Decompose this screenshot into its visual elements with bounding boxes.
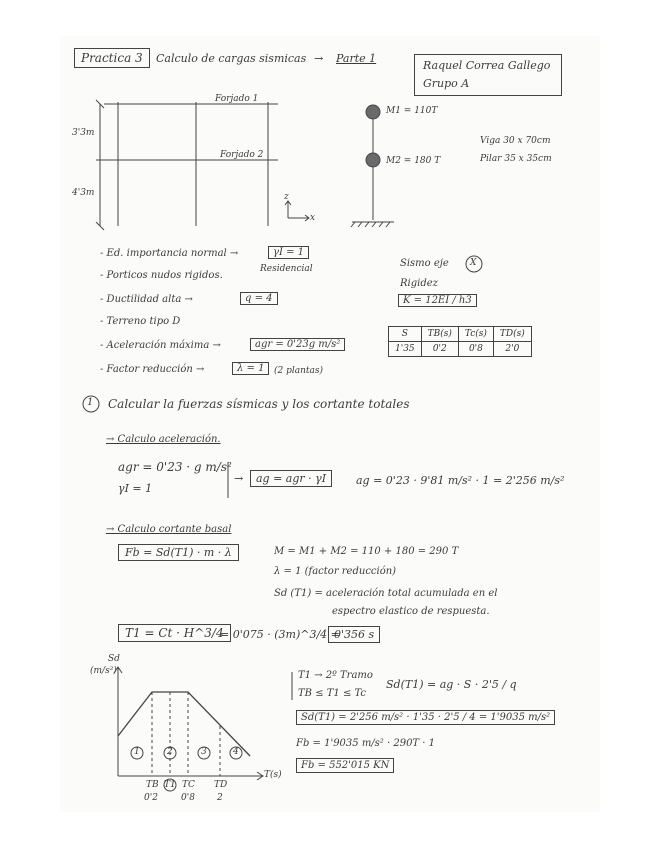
condition-porticos: - Porticos nudos rigidos. xyxy=(100,270,223,281)
fb-formula: Fb = Sd(T1) · m · λ xyxy=(118,544,239,561)
condition-ductility: - Ductilidad alta → xyxy=(100,294,193,305)
accel-heading: → Calculo aceleración. xyxy=(106,434,221,445)
spectrum-yunit: (m/s²) xyxy=(90,666,117,676)
mass-m2-label: M2 = 180 T xyxy=(386,156,441,166)
practice-title: Practica 3 xyxy=(74,48,150,68)
spectrum-table-header xyxy=(389,327,532,342)
condition-terrain: - Terreno tipo D xyxy=(100,316,181,327)
height-top: 3'3m xyxy=(72,128,95,138)
frame-diagram xyxy=(96,100,309,230)
tick-t1: T1 xyxy=(164,780,176,790)
question-title: Calcular la fuerzas sísmicas y los cortante totales xyxy=(108,397,410,411)
table-cell: 1'35 xyxy=(389,342,422,357)
forjado2-label: Forjado 2 xyxy=(220,150,264,160)
table-cell: TD(s) xyxy=(493,327,531,342)
zone-2: 2 xyxy=(167,747,173,757)
accel-formula: ag = agr · γI xyxy=(250,470,332,487)
mass-model xyxy=(351,105,394,227)
table-cell: 2'0 xyxy=(493,342,531,357)
notebook-page xyxy=(60,36,600,812)
tick-tb: TB xyxy=(146,780,159,790)
rigidez-formula: K = 12EI / h3 xyxy=(398,294,477,307)
mass-m2 xyxy=(366,153,380,167)
t1-formula: T1 = Ct · H^3/4 xyxy=(118,624,231,642)
rigidez-label: Rigidez xyxy=(400,278,438,289)
tick-tc: TC xyxy=(182,780,195,790)
accel-gamma: γI = 1 xyxy=(118,482,153,495)
condition-ductility-value: q = 4 xyxy=(240,292,278,305)
calc-fb-result: Fb = 552'015 KN xyxy=(296,758,394,773)
calc-range: TB ≤ T1 ≤ Tc xyxy=(298,688,367,699)
spectrum-table-values xyxy=(389,342,532,357)
condition-reduction-note: (2 plantas) xyxy=(274,366,324,376)
sismo-axis: X xyxy=(470,258,477,268)
condition-acceleration: - Aceleración máxima → xyxy=(100,340,221,351)
axis-z-label: z xyxy=(284,192,289,202)
basal-heading: → Calculo cortante basal xyxy=(106,524,232,535)
forjado1-label: Forjado 1 xyxy=(215,94,259,104)
mass-total: M = M1 + M2 = 110 + 180 = 290 T xyxy=(274,546,459,557)
axis-x-label: x xyxy=(310,213,316,223)
lambda-line: λ = 1 (factor reducción) xyxy=(274,566,397,577)
zone-3: 3 xyxy=(201,747,207,757)
tick-td: TD xyxy=(214,780,228,790)
header-arrow: → xyxy=(314,52,324,65)
author-group: Grupo A xyxy=(423,77,470,90)
condition-importance-value: γI = 1 xyxy=(268,246,309,259)
spectrum-diagram xyxy=(114,667,263,791)
spectrum-table xyxy=(388,326,532,357)
calc-tramo: T1 → 2º Tramo xyxy=(298,670,373,681)
sd-definition-2: espectro elastico de respuesta. xyxy=(332,606,490,617)
calc-sd-result: Sd(T1) = 2'256 m/s² · 1'35 · 2'5 / 4 = 1'9035 m/s² xyxy=(296,710,555,725)
tick-val-tc: 0'8 xyxy=(181,793,195,803)
sismo-line: Sismo eje xyxy=(400,258,449,269)
practice-part: Parte 1 xyxy=(336,52,377,65)
table-cell: S xyxy=(389,327,422,342)
pilar-section: Pilar 35 x 35cm xyxy=(480,154,552,164)
table-cell: 0'8 xyxy=(458,342,493,357)
author-name: Raquel Correa Gallego xyxy=(423,59,551,72)
practice-subtitle: Calculo de cargas sismicas xyxy=(156,52,307,65)
condition-reduction-value: λ = 1 xyxy=(232,362,269,375)
accel-arrow: → xyxy=(234,472,244,485)
height-bottom: 4'3m xyxy=(72,188,95,198)
spectrum-xlabel: T(s) xyxy=(264,770,282,780)
tick-val-tb: 0'2 xyxy=(144,793,158,803)
t1-result: 0'356 s xyxy=(328,626,380,643)
author-box xyxy=(414,54,562,96)
condition-acceleration-value: agr = 0'23g m/s² xyxy=(250,338,345,351)
zone-1: 1 xyxy=(134,747,140,757)
t1-equation: = 0'075 · (3m)^3/4 = xyxy=(220,628,340,641)
zone-4: 4 xyxy=(233,747,239,757)
condition-importance: - Ed. importancia normal → xyxy=(100,248,239,259)
table-cell: Tc(s) xyxy=(458,327,493,342)
viga-section: Viga 30 x 70cm xyxy=(480,136,551,146)
calc-sd-formula: Sd(T1) = ag · S · 2'5 / q xyxy=(386,678,517,691)
mass-m1-label: M1 = 110T xyxy=(386,106,438,116)
condition-reduction: - Factor reducción → xyxy=(100,364,205,375)
sd-definition-1: Sd (T1) = aceleración total acumulada en el xyxy=(274,588,498,599)
accel-result: ag = 0'23 · 9'81 m/s² · 1 = 2'256 m/s² xyxy=(356,474,565,487)
spectrum-ylabel: Sd xyxy=(108,654,120,664)
table-cell: TB(s) xyxy=(421,327,458,342)
calc-fb-line: Fb = 1'9035 m/s² · 290T · 1 xyxy=(296,738,435,749)
accel-agr: agr = 0'23 · g m/s² xyxy=(118,460,232,474)
residencial-note: Residencial xyxy=(260,264,313,274)
question-number: 1 xyxy=(87,397,94,408)
tick-val-td: 2 xyxy=(217,793,223,803)
mass-m1 xyxy=(366,105,380,119)
table-cell: 0'2 xyxy=(421,342,458,357)
